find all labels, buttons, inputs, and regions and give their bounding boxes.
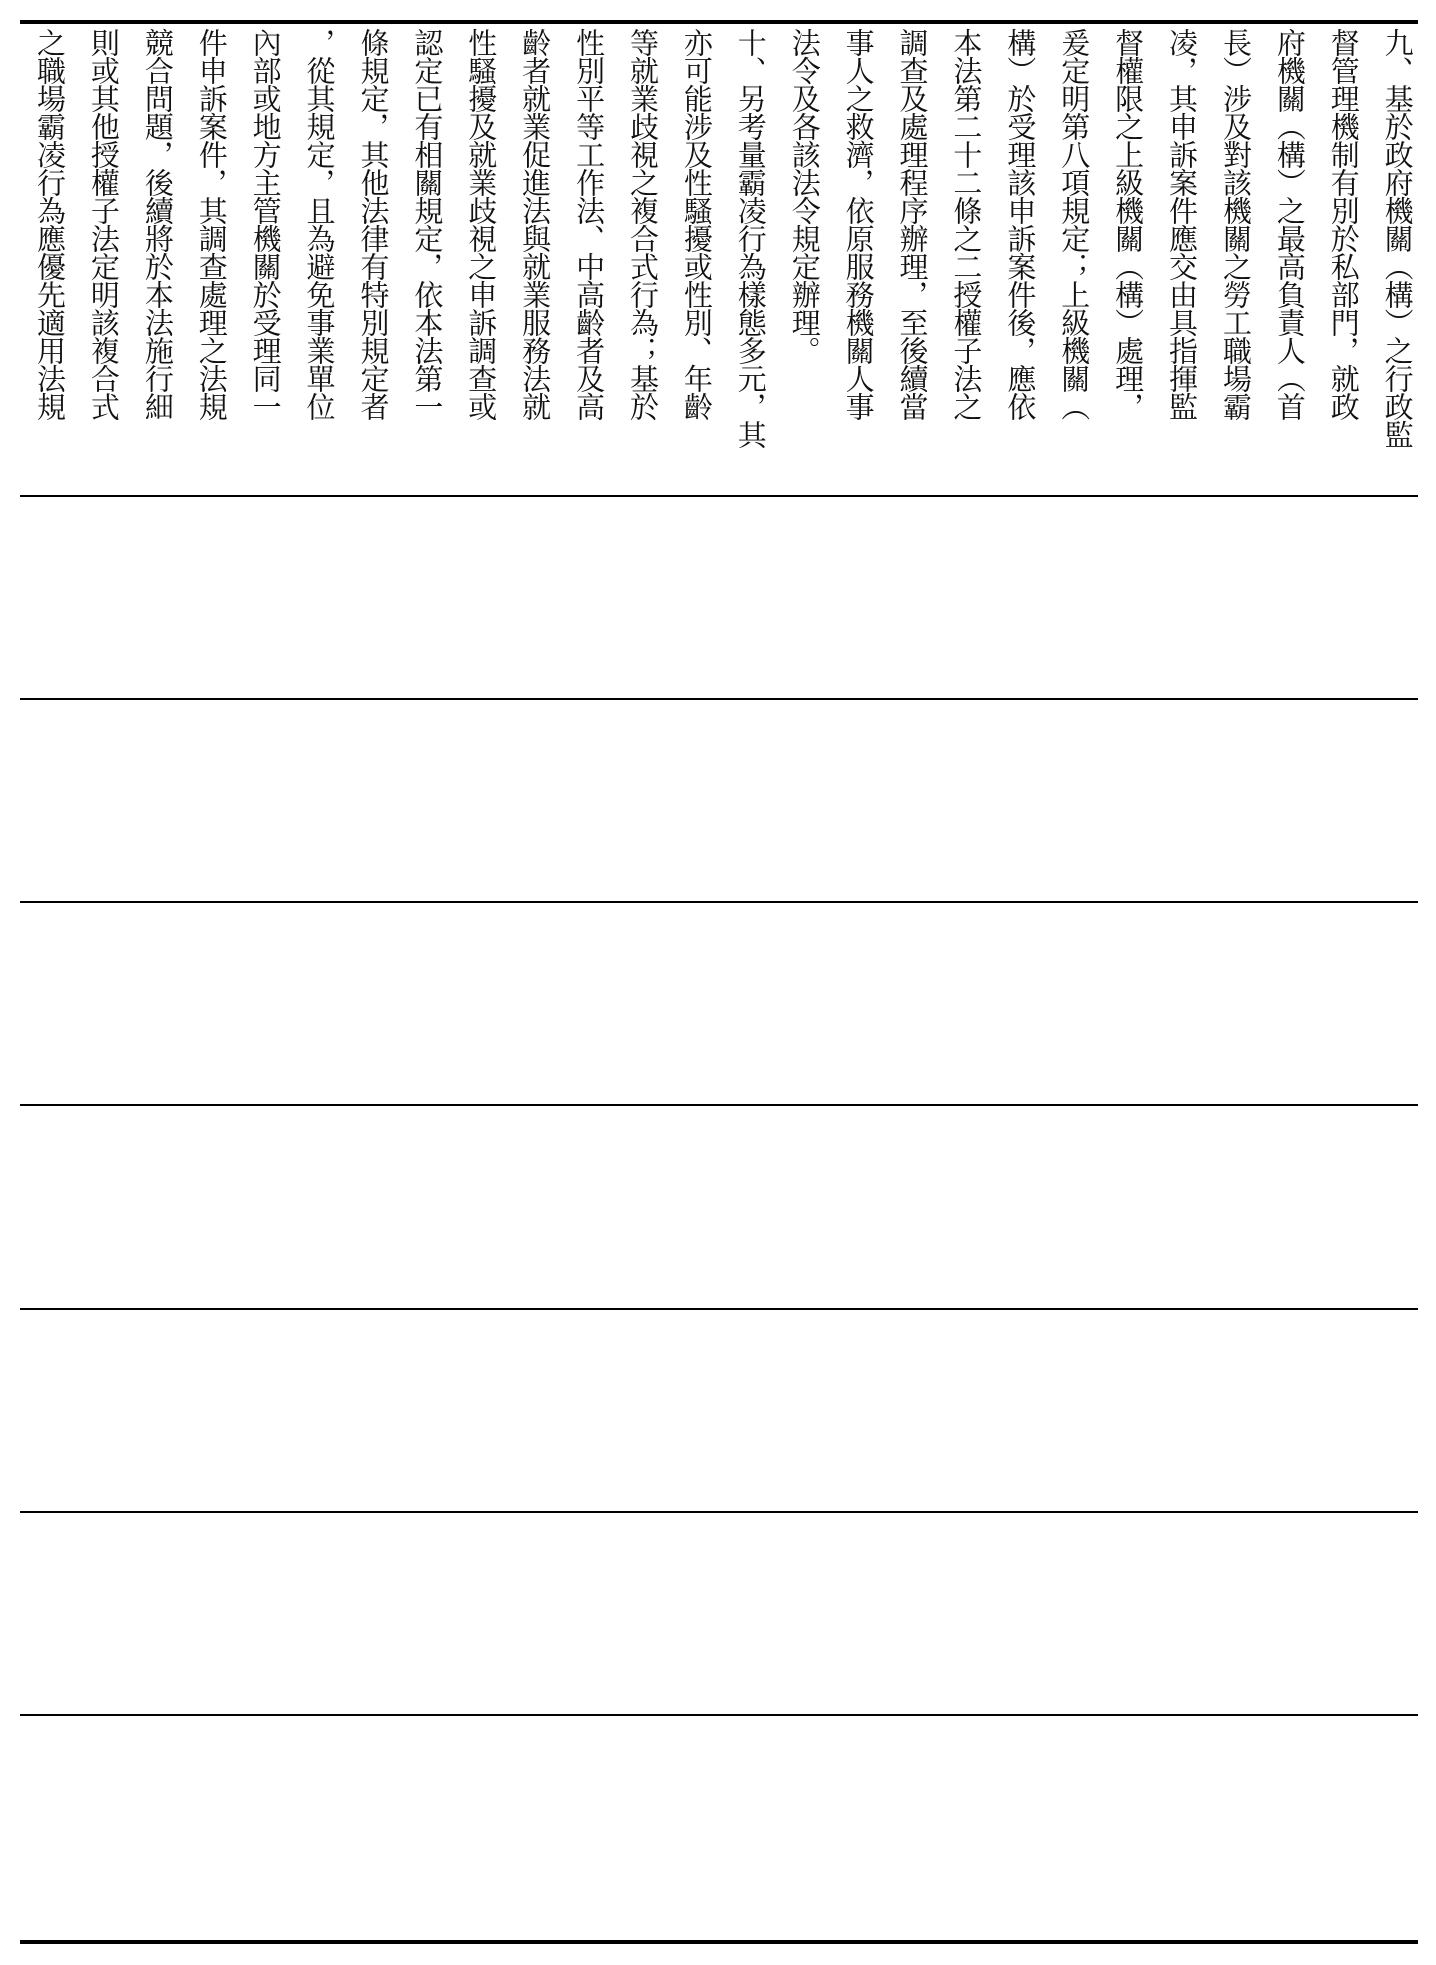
text-column: 督 管 理 機 制 有 別 於 私 部 門 ， 就 政: [1326, 28, 1361, 421]
text-column: 亦 可 能 涉 及 性 騷 擾 或 性 別 、 年 齡: [679, 28, 714, 421]
text-column: 長 ） 涉 及 對 該 機 關 之 勞 工 職 場 霸: [1218, 28, 1253, 421]
empty-table-row: [20, 1106, 1418, 1306]
text-column: 內 部 或 地 方 主 管 機 關 於 受 理 同 一: [248, 28, 283, 421]
text-column: 構 ） 於 受 理 該 申 訴 案 件 後 ， 應 依: [1003, 28, 1038, 421]
text-column: 本 法 第 二 十 二 條 之 二 授 權 子 法 之: [949, 28, 984, 421]
text-column: 競 合 問 題 ， 後 續 將 於 本 法 施 行 細: [140, 28, 175, 421]
text-column: 九 、 基 於 政 府 機 關 （ 構 ） 之 行 政 監: [1380, 28, 1415, 449]
text-column: 條 規 定 ， 其 他 法 律 有 特 別 規 定 者: [356, 28, 391, 421]
text-column: 性 騷 擾 及 就 業 歧 視 之 申 訴 調 查 或: [464, 28, 499, 421]
text-column: 認 定 已 有 相 關 規 定 ， 依 本 法 第 一: [410, 28, 445, 421]
empty-table-row: [20, 903, 1418, 1103]
text-column: 件 申 訴 案 件 ， 其 調 查 處 理 之 法 規: [194, 28, 229, 421]
text-column: 法 令 及 各 該 法 令 規 定 辦 理 。: [787, 28, 822, 365]
vertical-text-block: [22, 28, 1414, 493]
text-column: 等 就 業 歧 視 之 複 合 式 行 為 ； 基 於: [625, 28, 660, 421]
text-column: 十 、 另 考 量 霸 凌 行 為 樣 態 多 元 ， 其: [733, 28, 768, 449]
text-column: 則 或 其 他 授 權 子 法 定 明 該 複 合 式: [86, 28, 121, 421]
empty-table-row: [20, 1716, 1418, 1939]
text-column: 齡 者 就 業 促 進 法 與 就 業 服 務 法 就: [518, 28, 553, 421]
text-column: 事 人 之 救 濟 ， 依 原 服 務 機 關 人 事: [841, 28, 876, 421]
text-column: 凌 ， 其 申 訴 案 件 應 交 由 具 指 揮 監: [1165, 28, 1200, 421]
empty-table-row: [20, 1310, 1418, 1510]
empty-table-row: [20, 700, 1418, 900]
text-column: ， 從 其 規 定 ， 且 為 避 免 事 業 單 位: [302, 28, 337, 421]
text-column: 府 機 關 （ 構 ） 之 最 高 負 責 人 （ 首: [1272, 28, 1307, 421]
text-column: 調 查 及 處 理 程 序 辦 理 ， 至 後 續 當: [895, 28, 930, 421]
empty-table-row: [20, 1513, 1418, 1713]
text-column: 性 別 平 等 工 作 法 、 中 高 齡 者 及 高: [572, 28, 607, 421]
top-rule: [20, 20, 1418, 24]
text-column: 爰 定 明 第 八 項 規 定 ； 上 級 機 關 （: [1057, 28, 1092, 421]
text-column: 之 職 場 霸 凌 行 為 應 優 先 適 用 法 規: [33, 28, 67, 421]
empty-table-row: [20, 497, 1418, 697]
bottom-rule: [20, 1940, 1418, 1944]
text-column: 督 權 限 之 上 級 機 關 （ 構 ） 處 理 ，: [1111, 28, 1146, 421]
